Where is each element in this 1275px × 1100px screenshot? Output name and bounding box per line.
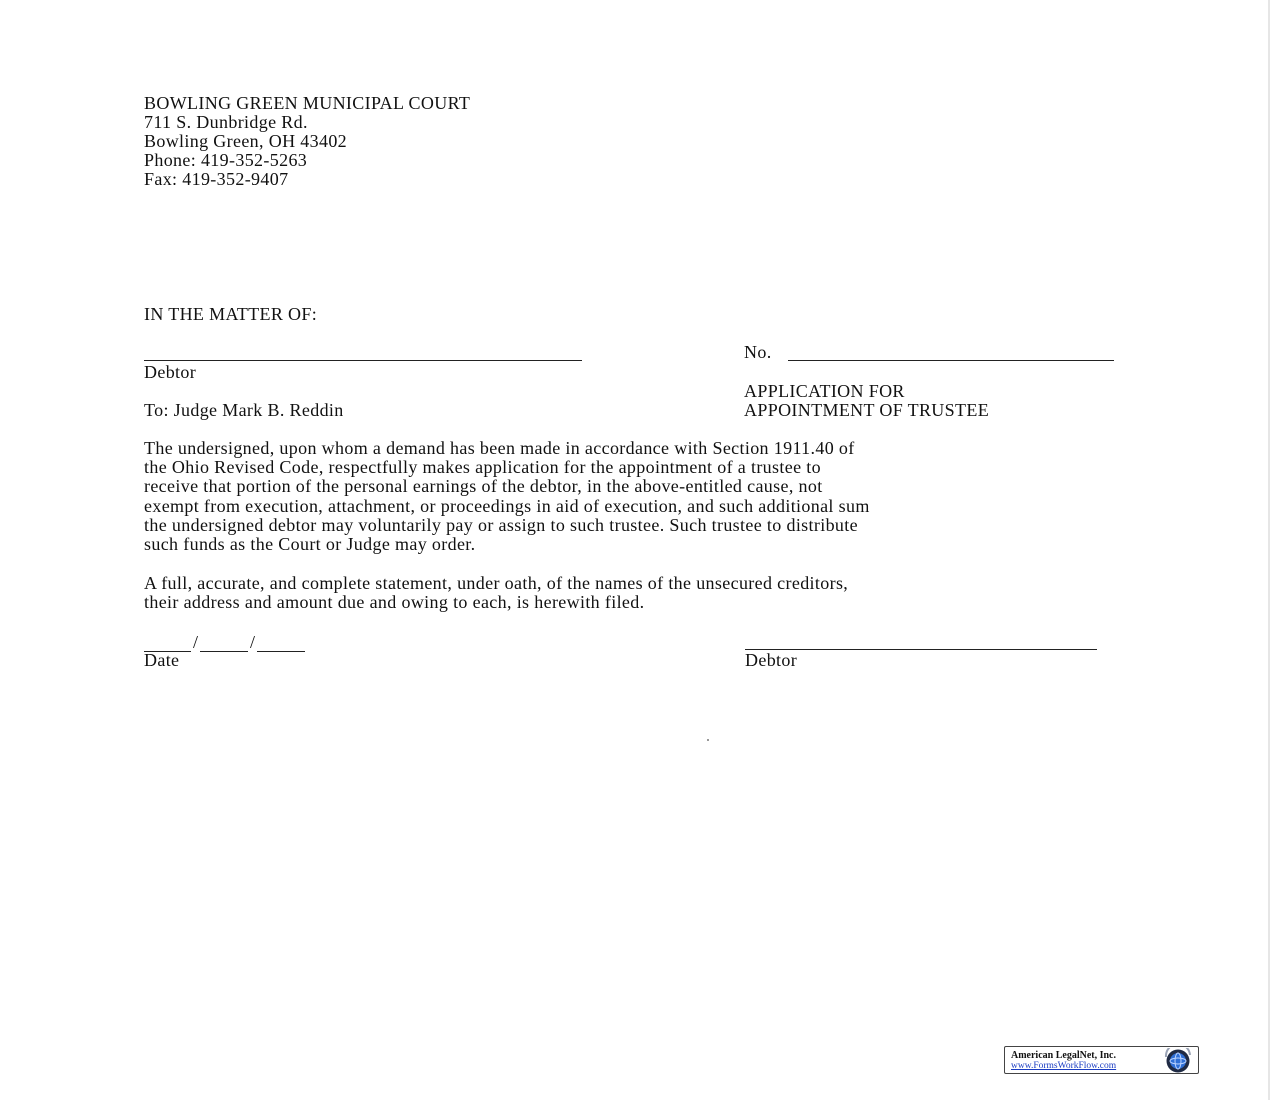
case-number-label: No.: [744, 342, 772, 362]
paragraph-line: the undersigned debtor may voluntarily pay or assign to such trustee. Such trustee to distribute: [144, 514, 858, 535]
application-paragraph: [144, 439, 870, 554]
court-address-city: Bowling Green, OH 43402: [144, 131, 348, 151]
page-edge: [1268, 0, 1270, 1100]
debtor-label: Debtor: [144, 362, 197, 382]
publisher-name: American LegalNet, Inc.: [1011, 1050, 1116, 1061]
court-fax: Fax: 419-352-9407: [144, 169, 289, 189]
debtor-signature-line[interactable]: [745, 649, 1097, 650]
debtor-name-line[interactable]: [144, 360, 582, 361]
paragraph-line: such funds as the Court or Judge may order.: [144, 534, 476, 555]
debtor-signature-label: Debtor: [745, 650, 798, 670]
in-the-matter-of: IN THE MATTER OF:: [144, 304, 318, 324]
date-label: Date: [144, 650, 180, 670]
date-year-blank[interactable]: [257, 635, 305, 652]
paragraph-line: their address and amount due and owing to each, is herewith filed.: [144, 592, 645, 613]
case-number-line[interactable]: [788, 360, 1114, 361]
paragraph-line: exempt from execution, attachment, or proceedings in aid of execution, and such additional sum: [144, 495, 870, 516]
publisher-stamp: [1004, 1046, 1199, 1074]
court-name: BOWLING GREEN MUNICIPAL COURT: [144, 93, 471, 113]
form-title-line2: APPOINTMENT OF TRUSTEE: [744, 400, 990, 420]
date-slash: /: [192, 632, 198, 652]
form-title-line1: APPLICATION FOR: [744, 381, 905, 401]
paragraph-line: receive that portion of the personal earnings of the debtor, in the above-entitled cause, not: [144, 476, 823, 497]
statement-paragraph: [144, 574, 848, 612]
addressed-to-judge: To: Judge Mark B. Reddin: [144, 400, 344, 420]
paragraph-line: the Ohio Revised Code, respectfully makes application for the appointment of a trustee to: [144, 457, 821, 478]
date-slash: /: [249, 632, 255, 652]
globe-logo-icon: [1160, 1048, 1196, 1074]
court-address-street: 711 S. Dunbridge Rd.: [144, 112, 308, 132]
paragraph-line: A full, accurate, and complete statement, under oath, of the names of the unsecured creditors,: [144, 573, 849, 593]
publisher-link[interactable]: www.FormsWorkFlow.com: [1011, 1061, 1117, 1071]
court-phone: Phone: 419-352-5263: [144, 150, 308, 170]
scan-speck: [707, 739, 709, 741]
date-day-blank[interactable]: [200, 635, 248, 652]
paragraph-line: The undersigned, upon whom a demand has been made in accordance with Section 1911.40 of: [144, 438, 855, 458]
